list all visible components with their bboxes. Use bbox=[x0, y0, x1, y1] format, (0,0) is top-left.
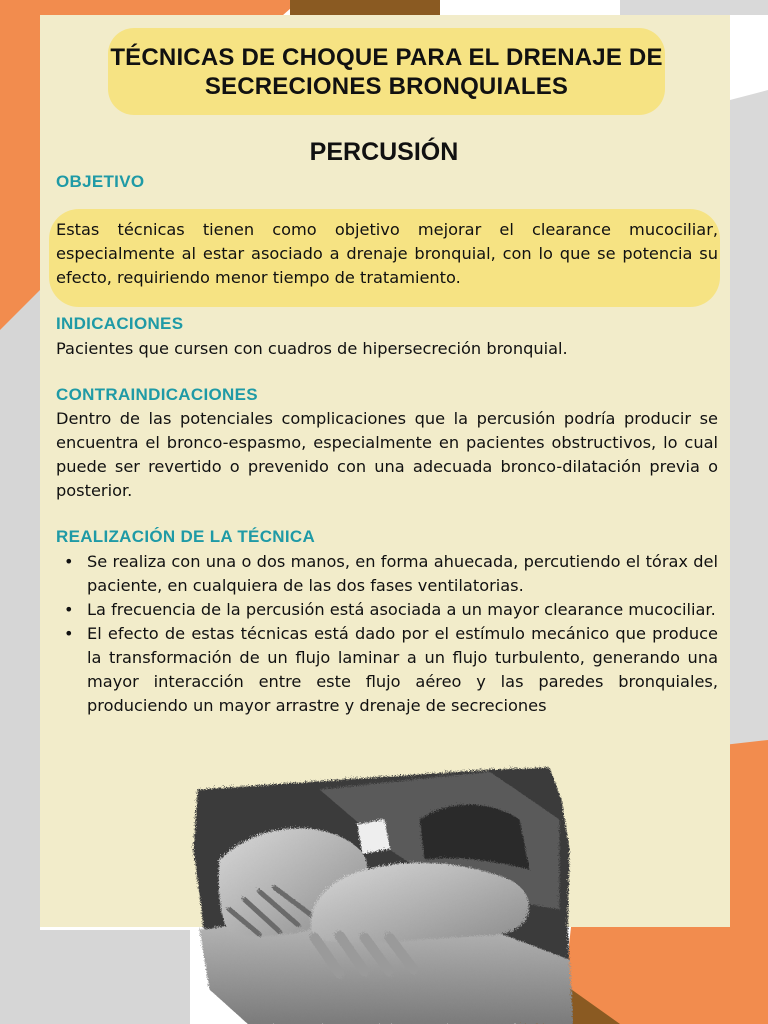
hands-percussion-photo bbox=[188, 758, 573, 1024]
page-title bbox=[110, 43, 662, 101]
heading-objetivo: OBJETIVO bbox=[56, 172, 145, 191]
heading-realizacion: REALIZACIÓN DE LA TÉCNICA bbox=[56, 527, 316, 546]
list-item: • La frecuencia de la percusión está asociada a un mayor clearance mucociliar. bbox=[56, 598, 718, 622]
list-item: • Se realiza con una o dos manos, en forma ahuecada, percutiendo el tórax del paciente, en cualquiera de las dos fases ventilatorias. bbox=[56, 550, 718, 598]
gray-shape-left bbox=[0, 290, 40, 1024]
gray-shape-bottom bbox=[40, 930, 190, 1024]
list-item: • El efecto de estas técnicas está dado por el estímulo mecánico que produce la transformación de un flujo laminar a un flujo turbulento, generando una mayor interacción entre este flujo aéreo y las paredes bronquiales, produciendo un mayor arrastre y drenaje de secreciones bbox=[56, 622, 718, 718]
realizacion-list bbox=[56, 550, 718, 718]
title-line-2: SECRECIONES BRONQUIALES bbox=[204, 72, 569, 100]
heading-indicaciones: INDICACIONES bbox=[56, 314, 184, 333]
contraindicaciones-text: Dentro de las potenciales complicaciones que la percusión podría producir se encuentra el bronco-espasmo, especialmente en pacientes obstructivos, lo cual puede ser revertido o prevenido con una adecuada bronco-dilatación previa o posterior. bbox=[56, 409, 718, 500]
gray-shape-right bbox=[730, 90, 768, 760]
section-subtitle: PERCUSIÓN bbox=[309, 138, 459, 166]
indicaciones-text: Pacientes que cursen con cuadros de hipersecreción bronquial. bbox=[56, 339, 568, 358]
title-line-1: TÉCNICAS DE CHOQUE PARA EL DRENAJE DE bbox=[110, 43, 663, 71]
heading-contraindicaciones: CONTRAINDICACIONES bbox=[56, 385, 258, 404]
gray-shape-top-right bbox=[620, 0, 768, 15]
objetivo-text: Estas técnicas tienen como objetivo mejorar el clearance mucociliar, especialmente al estar asociado a drenaje bronquial, con lo que se potencia su efecto, requiriendo menor tiempo de tratamiento. bbox=[56, 220, 718, 287]
title-banner bbox=[108, 28, 665, 115]
brown-shape-top bbox=[290, 0, 440, 15]
